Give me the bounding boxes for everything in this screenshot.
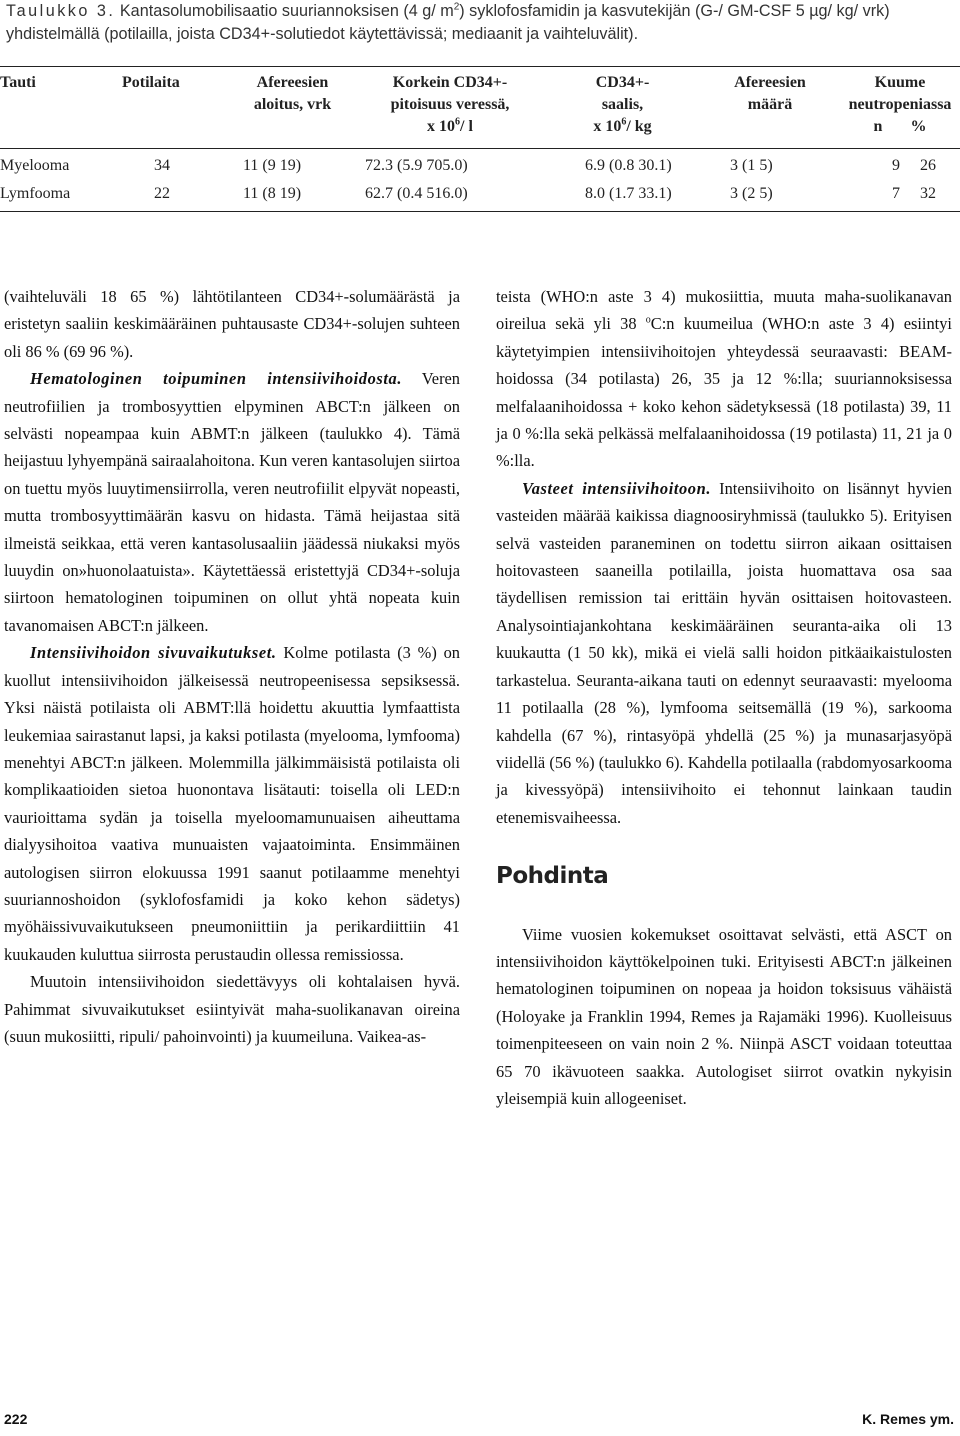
header-line: Afereesien [256, 74, 329, 91]
heading-hematologinen: Hematologinen toipuminen intensiivihoidosta. [30, 369, 403, 389]
cell-aloitus: 11 (8 19) [243, 185, 302, 202]
table-caption [6, 0, 954, 46]
header-potilaita: Potilaita [122, 74, 180, 91]
header-pct: % [910, 118, 927, 135]
caption-label: Taulukko 3. [6, 2, 116, 20]
cell-potilaita: 22 [154, 185, 170, 202]
header-korkein [355, 68, 545, 148]
header-saalis [545, 68, 700, 148]
caption-sup: 2 [453, 1, 460, 13]
page-number: 222 [4, 1411, 28, 1427]
header-unit: / l [460, 118, 473, 135]
header-sup: 6 [455, 116, 461, 128]
header-afereesien-aloitus [230, 68, 355, 148]
degree-sup: o [645, 314, 651, 326]
heading-vasteet: Vasteet intensiivihoitoon. [522, 478, 712, 498]
header-line: Afereesien [734, 74, 806, 91]
cell-pct: 32 [920, 185, 936, 202]
header-line: Kuume [874, 74, 926, 91]
cell-aloitus: 11 (9 19) [243, 157, 302, 174]
cell-kuume [840, 180, 960, 208]
header-line: CD34+- [595, 74, 650, 91]
header-line: Korkein CD34+- [392, 74, 508, 91]
right-paragraph-1-b: C:n kuumeilua (WHO:n aste 3 4) esiintyi käytetyimpien intensiivihoitojen yhteydessä seuraavasti: BEAM-hoidossa (34 potilasta) 26, 35 ja 12 %:lla; suuriannoksisessa melfalaanihoidossa + koko kehon sädetyksessä (18 potilasta) 39, 11 ja 0 %:lla sekä pelkässä melfalaanihoidossa (19 potilasta) 11, 21 ja 0 %:lla. [496, 314, 952, 471]
header-afereesien-maara [700, 68, 840, 148]
table-bottom-rule [0, 211, 960, 212]
cell-tauti: Lymfooma [0, 185, 71, 202]
left-column [4, 283, 460, 1050]
left-paragraph-2-text: Veren neutrofiilien ja trombosyyttien elpyminen ABCT:n jälkeen on selvästi nopeampaa kuin ABMT:n jälkeen (taulukko 4). Tämä heijastuu lyhyempänä sairaalahoitona. Kun veren kantasolujen siirtoa on tuettu myös luuytimensiirrolla, veren neutrofiilit elpyvät nopeasti, mutta trombosyyttimäärän kasvu on hidasta. Tämä heijastaa sitä ilmeistä seikkaa, että veren kantasolusaaliin jäädessä niukaksi myös luuydin on»huonolaatuista». Käytettäessä eristettyjä CD34+-soluja siirtoon hematologinen toipuminen on ollut yhtä nopeata kuin tavanomaisen ABCT:n jälkeen. [4, 369, 460, 635]
cell-potilaita: 34 [154, 157, 170, 174]
results-table [0, 68, 960, 208]
header-line: neutropeniassa [848, 96, 952, 113]
header-kuume [840, 68, 960, 148]
table-header-row [0, 68, 960, 148]
right-paragraph-3: Viime vuosien kokemukset osoittavat selvästi, että ASCT on intensiivihoidon käyttökelpoinen tuki. Erityisesti ABCT:n jälkeinen hematologinen toipuminen on nopeaa ja hoidon toksisuus vähäistä (Holoyake ja Franklin 1994, Remes ja Rajamäki 1996). Kuolleisuus toimenpiteeseen on vain noin 2 %. Niinpä ASCT voidaan toteuttaa 65 70 ikävuoteen saakka. Autologiset siirrot ovatkin nykyisin yleisempiä kuin allogeeniset. [496, 924, 952, 1108]
cell-pct: 26 [920, 157, 936, 174]
left-paragraph-4: Muutoin intensiivihoidon siedettävyys oli kohtalaisen hyvä. Pahimmat sivuvaikutukset esiintyivät maha-suolikanavan oireina (suun mukosiitti, ripuli/ pahoinvointi) ja kuumeiluna. Vaikea-as- [4, 972, 460, 1046]
right-paragraph-1-a: teista (WHO:n aste 3 4) mukosiittia, muuta maha-suolikanavan oireilua sekä yli 38 [496, 287, 952, 334]
header-tauti: Tauti [0, 74, 36, 91]
left-paragraph-3-text: Kolme potilasta (3 %) on kuollut intensiivihoidon jälkeisessä neutropeenisessa sepsiksessä. Yksi näistä potilaista oli ABMT:llä hoidettu akuuttia lymfaattista leukemiaa sairastanut lapsi, ja kaksi potilasta (myelooma, lymfooma) menehtyi ABCT:n jälkeen. Molemmilla jälkimmäisistä potilaista oli komplikaatioiden sietoa huonontava lisätauti: toisella oli LED:n vaurioittama sydän ja toisella myeloomamunuaisen aiheuttama dialyysihoitoa vaativa munuaisten vajaatoiminta. Ensimmäinen autologisen siirron elokuussa 1991 saanut potilaamme menehtyi suuriannoshoidon (syklofosfamidi ja koko kehon sädetys) myöhäissivuvaikutukseen pneumoniittiin ja perikardiittiin 41 kuukauden kuluttua siirrosta perustaudin ollessa remissiossa. [4, 643, 460, 964]
running-author: K. Remes ym. [862, 1411, 954, 1427]
cell-tauti: Myelooma [0, 157, 70, 174]
caption-text-b: ) syklofosfamidin ja kasvutekijän (G-/ GM-CSF 5 µg/ kg/ vrk) yhdistelmällä (potilailla, joista CD34+-solutiedot käytettävissä; mediaanit ja vaihteluvälit). [6, 2, 890, 43]
cell-n: 7 [892, 185, 900, 202]
cell-korkein: 62.7 (0.4 516.0) [365, 185, 468, 202]
cell-maara: 3 (2 5) [730, 185, 773, 202]
cell-korkein: 72.3 (5.9 705.0) [365, 157, 468, 174]
cell-saalis: 6.9 (0.8 30.1) [585, 157, 672, 174]
cell-maara: 3 (1 5) [730, 157, 773, 174]
caption-text-a: Kantasolumobilisaatio suuriannoksisen (4 g/ m [115, 2, 454, 20]
cell-n: 9 [892, 157, 900, 174]
left-paragraph-1: (vaihteluväli 18 65 %) lähtötilanteen CD34+-solumäärästä ja eristetyn saaliin keskimääräinen puhtausaste CD34+-solujen suhteen oli 86 % (69 96 %). [4, 287, 460, 361]
right-paragraph-2 [496, 475, 952, 831]
cell-kuume [840, 152, 960, 180]
right-column [496, 283, 952, 1112]
header-line: pitoisuus veressä, [390, 96, 510, 113]
header-line: x 10 [593, 118, 622, 135]
heading-sivuvaikutukset: Intensiivihoidon sivuvaikutukset. [30, 643, 277, 663]
header-line: aloitus, vrk [253, 96, 332, 113]
section-heading-pohdinta: Pohdinta [496, 863, 609, 890]
right-paragraph-1 [496, 283, 952, 475]
table-row [0, 180, 960, 208]
left-paragraph-3 [4, 639, 460, 968]
right-paragraph-2-text: Intensiivihoito on lisännyt hyvien vasteiden määrää kaikissa diagnoosiryhmissä (taulukko 5). Erityisen selvä vasteiden paraneminen on todettu siirron aikaan osittaisen hoitovasteen saaneilla potilailla, joista huomattava osa saa täydellisen remission tai erittäin hyvän osittaisen hoitovasteen. Analysointiajankohtana keskimääräinen seuranta-aika oli 13 kuukautta (1 50 kk), mikä ei vielä salli hoidon pitkäaikaistulosten tarkastelua. Seuranta-aikana tauti on edennyt seuraavasti: myelooma 11 potilaalla (28 %), lymfooma seitsemällä (19 %), sarkooma kahdella (67 %), rintasyöpä yhdellä (25 %) ja munasarjasyöpä viidellä (56 %) (taulukko 6). Kahdella potilaalla (rabdomyosarkooma ja kivessyöpä) intensiivihoito ei tehonnut lainkaan taudin etenemisvaiheessa. [496, 478, 952, 827]
left-paragraph-2 [4, 365, 460, 639]
header-line: määrä [747, 96, 793, 113]
header-sup: 6 [621, 116, 627, 128]
header-line: x 10 [427, 118, 456, 135]
cell-saalis: 8.0 (1.7 33.1) [585, 185, 672, 202]
header-n: n [873, 118, 883, 135]
header-unit: / kg [626, 118, 652, 135]
table-top-rule [0, 66, 960, 67]
header-line: saalis, [601, 96, 644, 113]
table-row [0, 152, 960, 180]
